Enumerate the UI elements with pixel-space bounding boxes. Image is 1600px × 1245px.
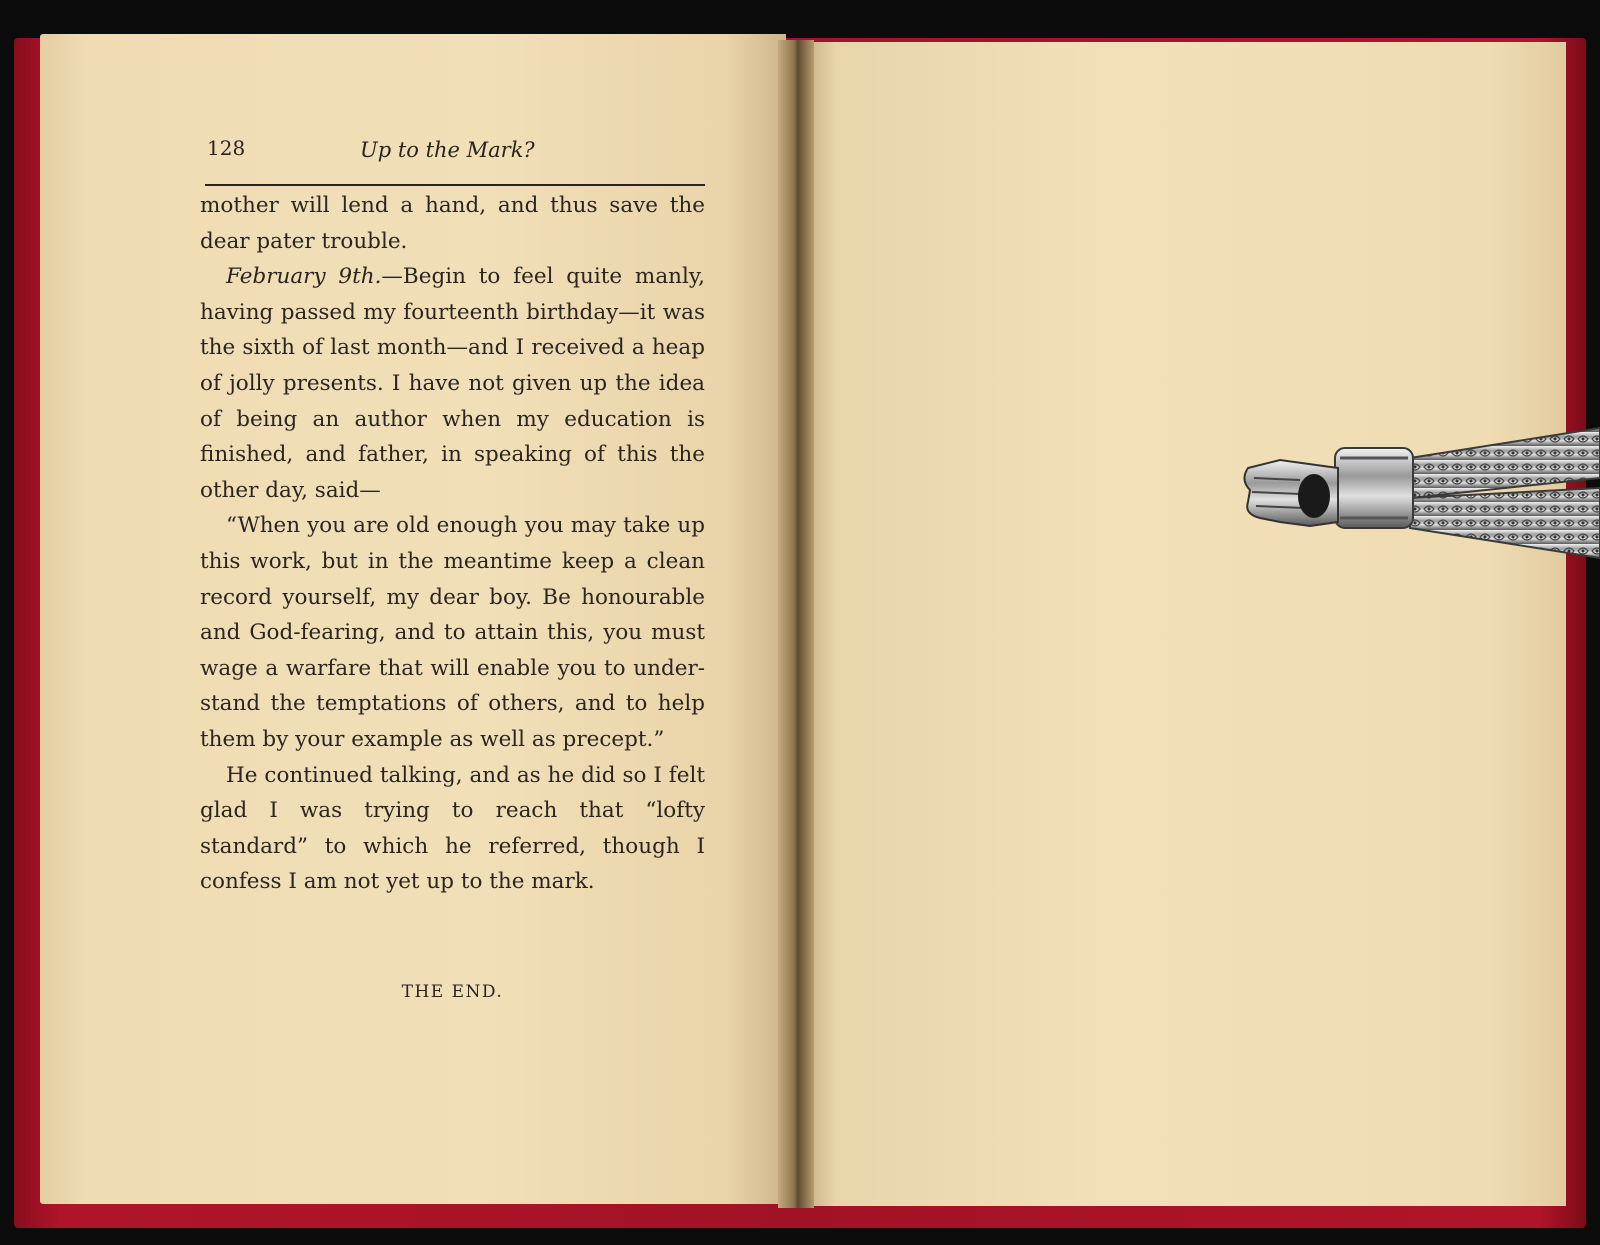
the-end-label: THE END. <box>401 982 504 1002</box>
paragraph-1: mother will lend a hand, and thus save the dear pater trouble. <box>200 193 705 254</box>
diary-date: February 9th. <box>226 264 382 290</box>
clip-cuff <box>1335 448 1413 528</box>
clip-arm-bottom <box>1410 488 1600 558</box>
right-page-blank <box>806 42 1566 1206</box>
hand-clip-bookmark-icon <box>1240 418 1600 568</box>
page-number: 128 <box>207 136 246 160</box>
clip-arm-top <box>1410 428 1600 498</box>
page-header <box>205 132 705 186</box>
paragraph-2-text: —Begin to feel quite manly, having passed my fourteenth birthday—it was the sixth of last month—and I received a heap of jolly presents. I have not given up the idea of being an author when my education is finished, and father, in speaking of this the other day, said— <box>200 264 705 503</box>
running-title: Up to the Mark? <box>360 138 535 162</box>
paragraph-2 <box>200 259 705 508</box>
book-gutter <box>778 40 814 1208</box>
body-text <box>200 188 705 900</box>
paragraph-3: “When you are old enough you may take up this work, but in the meantime keep a clean record yourself, my dear boy. Be honourable and God-fearing, and to attain this, you must wage a warfare that will enable you to understand the temptations of others, and to help them by your example as well as precept.” <box>200 513 705 752</box>
paragraph-4: He continued talking, and as he did so I felt glad I was trying to reach that “lofty standard” to which he referred, though I confess I am not yet up to the mark. <box>200 762 705 895</box>
